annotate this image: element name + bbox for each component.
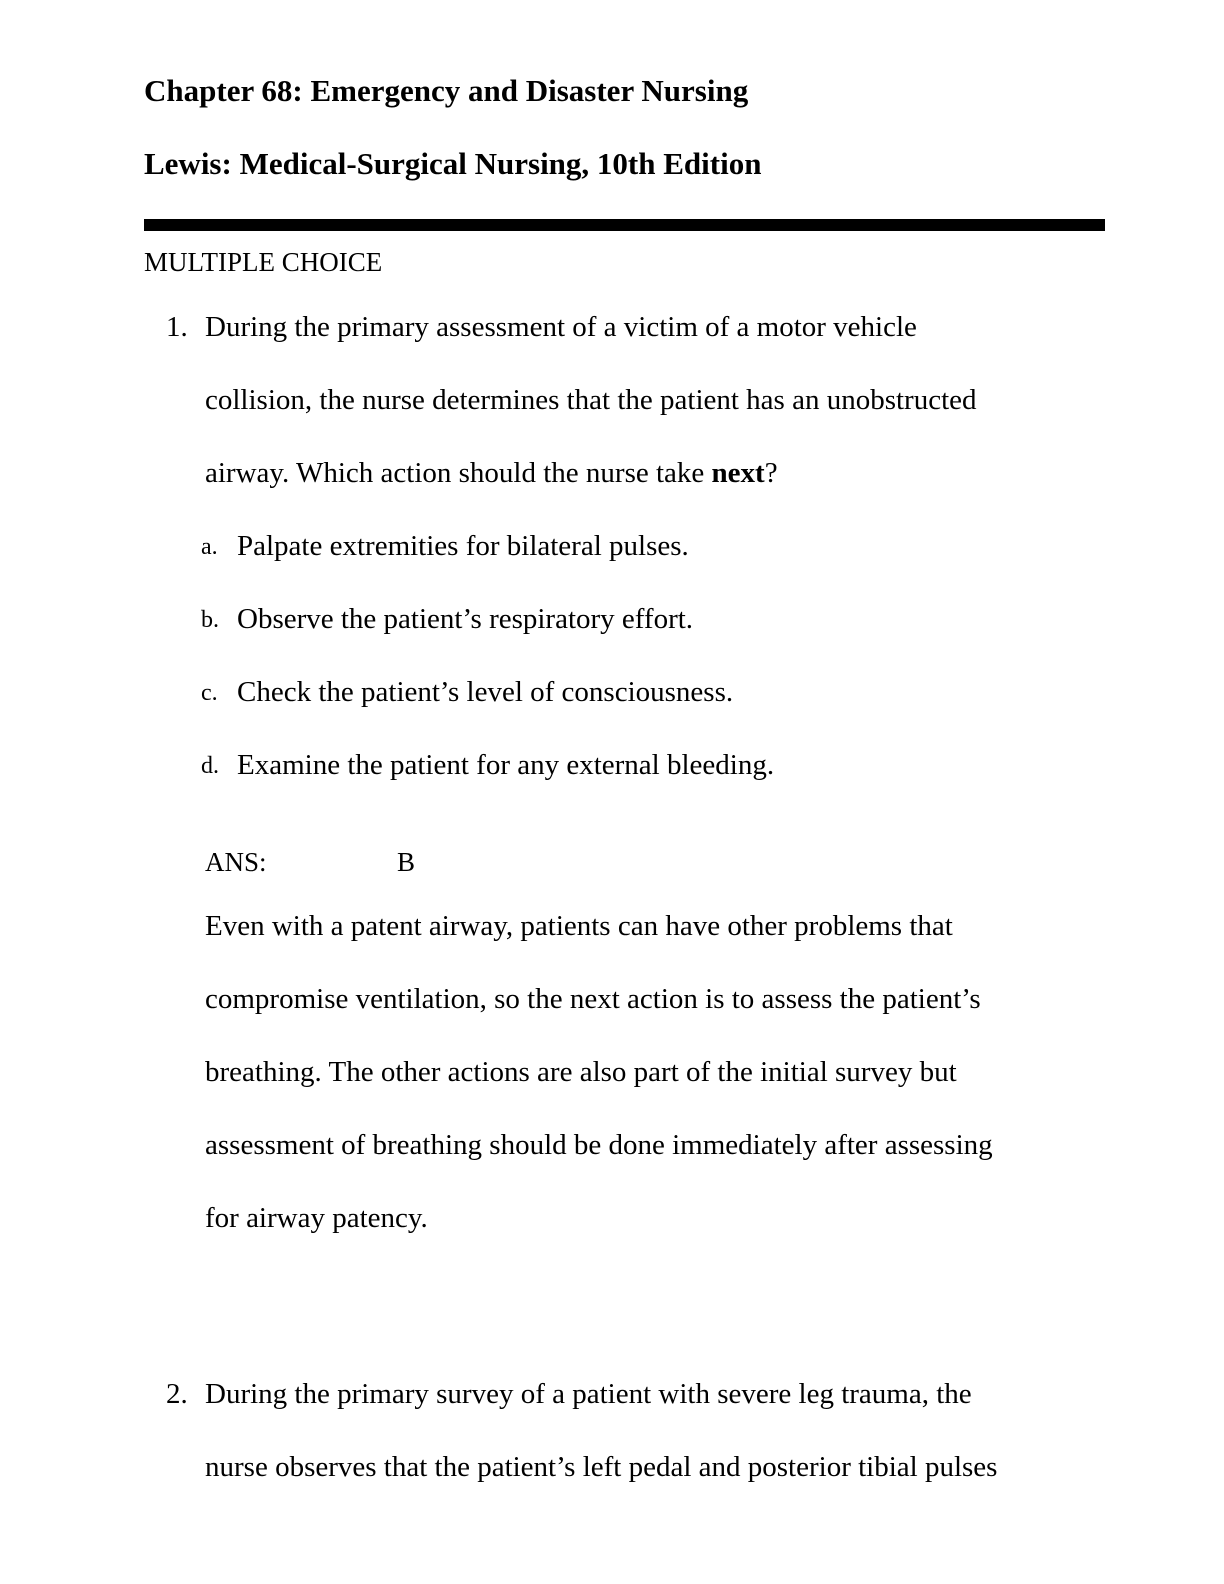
option-letter: d. [201,753,219,779]
option-text: Observe the patient’s respiratory effort. [237,603,694,635]
book-title: Lewis: Medical-Surgical Nursing, 10th Edition [144,146,762,181]
rationale-line: assessment of breathing should be done immediately after assessing [205,1129,993,1161]
stem-emphasis: next [711,457,765,489]
answer-label: ANS: [205,847,267,877]
rationale-line: Even with a patent airway, patients can have other problems that [205,910,953,942]
question-stem-line: nurse observes that the patient’s left pedal and posterior tibial pulses [205,1451,998,1483]
question-stem-line: collision, the nurse determines that the patient has an unobstructed [205,384,977,416]
stem-text: ? [764,457,778,489]
question-stem-line [205,459,778,488]
option-text: Palpate extremities for bilateral pulses. [237,530,689,562]
section-divider [144,219,1105,231]
option-text: Examine the patient for any external bleeding. [237,749,775,781]
rationale-line: breathing. The other actions are also part of the initial survey but [205,1056,957,1088]
rationale-line: compromise ventilation, so the next action is to assess the patient’s [205,983,981,1015]
answer-value: B [397,847,416,877]
chapter-title: Chapter 68: Emergency and Disaster Nursing [144,73,749,108]
question-stem-line: During the primary survey of a patient with severe leg trauma, the [205,1378,972,1410]
option-text: Check the patient’s level of consciousness. [237,676,734,708]
question-stem-line: During the primary assessment of a victim of a motor vehicle [205,311,917,343]
stem-text: airway. Which action should the nurse take [205,457,712,489]
section-heading: MULTIPLE CHOICE [144,247,383,277]
option-letter: b. [201,607,219,633]
option-letter: c. [201,680,218,706]
rationale-line: for airway patency. [205,1202,428,1234]
question-number: 1. [166,311,188,343]
question-number: 2. [166,1378,188,1410]
option-letter: a. [201,534,218,560]
